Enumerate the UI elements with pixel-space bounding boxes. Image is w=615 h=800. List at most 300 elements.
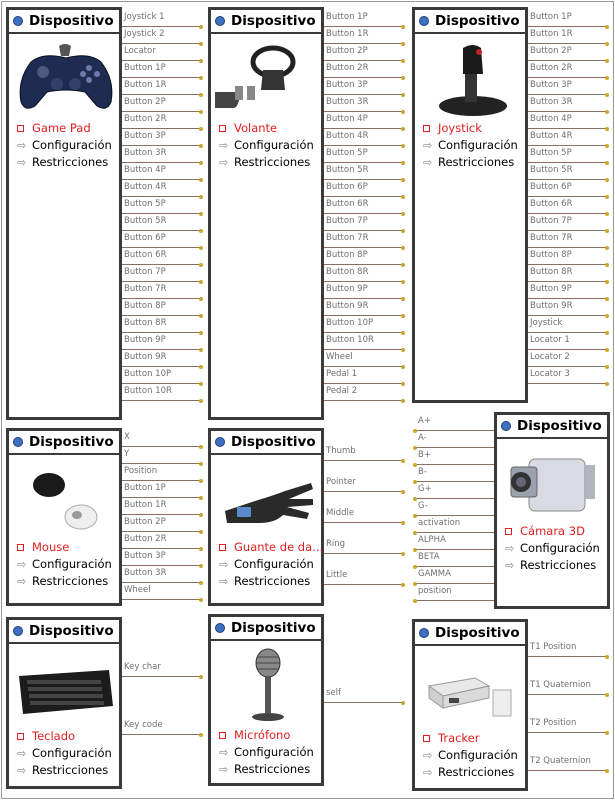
connector-pin-icon[interactable] <box>199 733 203 737</box>
port-connector[interactable] <box>528 316 607 333</box>
port-line <box>324 491 403 492</box>
port-label: B- <box>418 467 427 477</box>
port-connector[interactable] <box>324 214 403 231</box>
port-connector[interactable] <box>324 61 403 78</box>
port-line <box>324 702 403 703</box>
config-item[interactable] <box>17 745 112 762</box>
port-label: Button 6P <box>124 233 166 243</box>
device-name-label: Guante de da... <box>234 540 324 554</box>
port-label: Joystick 1 <box>124 12 165 22</box>
connector-pin-icon[interactable] <box>605 693 609 697</box>
port-label: Button 10R <box>326 335 374 345</box>
port-connector[interactable] <box>122 214 201 231</box>
status-dot <box>13 16 23 26</box>
device-name[interactable] <box>17 728 112 745</box>
connector-pin-icon[interactable] <box>199 399 203 403</box>
port-label: A+ <box>418 416 431 426</box>
arrow-right-icon: ⇨ <box>219 156 229 169</box>
device-menu <box>423 120 518 171</box>
port-label: Button 3P <box>326 80 368 90</box>
device-node-microphone[interactable] <box>208 614 324 786</box>
connector-pin-icon[interactable] <box>199 598 203 602</box>
restrictions-item[interactable] <box>219 573 323 590</box>
device-menu <box>17 539 112 590</box>
port-label: G- <box>418 501 428 511</box>
connector-pin-icon[interactable] <box>605 731 609 735</box>
port-label: Button 8R <box>530 267 573 277</box>
port-label: Button 8P <box>124 301 166 311</box>
restrictions-label: Restricciones <box>234 762 311 776</box>
keyboard-icon <box>13 656 119 726</box>
status-dot <box>215 437 225 447</box>
port-label: Button 5R <box>124 216 167 226</box>
port-connector[interactable] <box>528 231 607 248</box>
port-connector[interactable] <box>324 44 403 61</box>
port-connector[interactable] <box>122 515 201 532</box>
port-connector[interactable] <box>528 248 607 265</box>
port-label: Pedal 1 <box>326 369 358 379</box>
config-item[interactable] <box>17 556 112 573</box>
bullet-icon <box>219 125 226 132</box>
status-dot <box>13 437 23 447</box>
port-line <box>122 734 201 735</box>
port-connector[interactable] <box>324 568 403 585</box>
port-connector[interactable] <box>122 27 201 44</box>
port-line <box>528 383 607 384</box>
connector-pin-icon[interactable] <box>401 552 405 556</box>
port-connector[interactable] <box>122 146 201 163</box>
port-connector[interactable] <box>528 146 607 163</box>
config-item[interactable] <box>423 747 518 764</box>
port-connector[interactable] <box>122 583 201 600</box>
port-label: Locator 1 <box>530 335 570 345</box>
device-menu <box>17 120 112 171</box>
device-name[interactable] <box>423 730 518 747</box>
device-title: Dispositivo <box>231 620 316 636</box>
port-connector[interactable] <box>324 475 403 492</box>
restrictions-item[interactable] <box>423 764 518 781</box>
port-connector[interactable] <box>415 584 494 601</box>
restrictions-label: Restricciones <box>234 574 311 588</box>
port-connector[interactable] <box>122 61 201 78</box>
device-name[interactable] <box>219 120 314 137</box>
port-connector[interactable] <box>415 465 494 482</box>
bullet-icon <box>219 732 226 739</box>
port-connector[interactable] <box>528 754 607 771</box>
device-name[interactable] <box>17 539 112 556</box>
port-connector[interactable] <box>324 299 403 316</box>
restrictions-item[interactable] <box>17 154 112 171</box>
port-label: Button 8R <box>124 318 167 328</box>
port-connector[interactable] <box>528 78 607 95</box>
port-label: Key char <box>124 662 161 672</box>
port-label: Button 2R <box>530 63 573 73</box>
port-connector[interactable] <box>415 431 494 448</box>
device-menu <box>17 728 112 779</box>
port-connector[interactable] <box>324 444 403 461</box>
port-connector[interactable] <box>122 350 201 367</box>
port-connector[interactable] <box>528 367 607 384</box>
port-label: Pedal 2 <box>326 386 358 396</box>
port-connector[interactable] <box>122 299 201 316</box>
connector-pin-icon[interactable] <box>401 399 405 403</box>
port-label: Button 9P <box>124 335 166 345</box>
port-connector[interactable] <box>122 95 201 112</box>
port-label: BETA <box>418 552 440 562</box>
port-label: Joystick <box>530 318 563 328</box>
port-connector[interactable] <box>528 716 607 733</box>
port-connector[interactable] <box>324 112 403 129</box>
device-node-gamepad[interactable] <box>6 7 122 420</box>
port-connector[interactable] <box>415 482 494 499</box>
port-connector[interactable] <box>324 146 403 163</box>
port-connector[interactable] <box>528 27 607 44</box>
port-label: X <box>124 432 130 442</box>
port-label: Locator <box>124 46 156 56</box>
port-label: Button 3P <box>124 131 166 141</box>
port-connector[interactable] <box>122 718 201 735</box>
config-item[interactable] <box>423 137 518 154</box>
port-connector[interactable] <box>528 282 607 299</box>
port-label: Button 4P <box>124 165 166 175</box>
port-line <box>122 599 201 600</box>
status-dot <box>419 628 429 638</box>
port-label: Button 7R <box>124 284 167 294</box>
port-label: Button 2R <box>124 114 167 124</box>
config-label: Configuración <box>234 557 314 571</box>
port-label: Button 9R <box>530 301 573 311</box>
port-label: Button 2R <box>124 534 167 544</box>
port-label: Locator 2 <box>530 352 570 362</box>
port-label: activation <box>418 518 461 528</box>
port-connector[interactable] <box>122 112 201 129</box>
port-label: Button 3R <box>124 568 167 578</box>
port-connector[interactable] <box>324 95 403 112</box>
port-label: Button 4R <box>530 131 573 141</box>
port-connector[interactable] <box>324 506 403 523</box>
port-connector[interactable] <box>122 481 201 498</box>
device-name[interactable] <box>505 523 600 540</box>
port-connector[interactable] <box>122 44 201 61</box>
port-connector[interactable] <box>528 678 607 695</box>
port-label: Locator 3 <box>530 369 570 379</box>
arrow-right-icon: ⇨ <box>17 139 27 152</box>
port-label: Middle <box>326 508 355 518</box>
port-connector[interactable] <box>528 44 607 61</box>
port-label: Button 10P <box>326 318 374 328</box>
device-node-keyboard[interactable] <box>6 617 122 789</box>
port-connector[interactable] <box>324 537 403 554</box>
connector-pin-icon[interactable] <box>605 655 609 659</box>
restrictions-item[interactable] <box>423 154 518 171</box>
port-label: G+ <box>418 484 432 494</box>
port-connector[interactable] <box>415 414 494 431</box>
restrictions-item[interactable] <box>219 154 314 171</box>
port-connector[interactable] <box>324 248 403 265</box>
port-label: Button 7P <box>124 267 166 277</box>
port-connector[interactable] <box>324 350 403 367</box>
port-label: Button 1R <box>326 29 369 39</box>
restrictions-item[interactable] <box>17 762 112 779</box>
port-connector[interactable] <box>528 299 607 316</box>
port-connector[interactable] <box>528 129 607 146</box>
port-connector[interactable] <box>324 265 403 282</box>
port-label: Button 4R <box>124 182 167 192</box>
port-line <box>324 522 403 523</box>
port-connector[interactable] <box>528 265 607 282</box>
config-label: Configuración <box>438 138 518 152</box>
steering-wheel-icon <box>215 40 321 120</box>
port-label: Button 4R <box>326 131 369 141</box>
config-label: Configuración <box>234 138 314 152</box>
device-name[interactable] <box>423 120 518 137</box>
port-connector[interactable] <box>122 367 201 384</box>
connector-pin-icon[interactable] <box>401 490 405 494</box>
config-item[interactable] <box>505 540 600 557</box>
port-connector[interactable] <box>122 464 201 481</box>
port-label: Button 8P <box>530 250 572 260</box>
port-connector[interactable] <box>122 78 201 95</box>
arrow-right-icon: ⇨ <box>219 558 229 571</box>
arrow-right-icon: ⇨ <box>17 156 27 169</box>
connector-pin-icon[interactable] <box>413 599 417 603</box>
connector-pin-icon[interactable] <box>401 459 405 463</box>
device-node-steering-wheel[interactable] <box>208 7 324 420</box>
device-node-glove[interactable] <box>208 428 324 606</box>
port-label: Key code <box>124 720 163 730</box>
device-menu <box>219 120 314 171</box>
port-connector[interactable] <box>415 499 494 516</box>
port-label: Button 5R <box>326 165 369 175</box>
port-connector[interactable] <box>528 180 607 197</box>
device-name-label: Joystick <box>438 121 482 135</box>
port-connector[interactable] <box>324 282 403 299</box>
arrow-right-icon: ⇨ <box>17 764 27 777</box>
connector-pin-icon[interactable] <box>401 583 405 587</box>
port-connector[interactable] <box>528 197 607 214</box>
port-connector[interactable] <box>324 27 403 44</box>
config-item[interactable] <box>219 556 323 573</box>
port-label: Little <box>326 570 348 580</box>
port-connector[interactable] <box>122 447 201 464</box>
port-label: Button 9P <box>326 284 368 294</box>
port-label: T2 Position <box>530 718 577 728</box>
port-label: Button 1P <box>124 63 166 73</box>
port-connector[interactable] <box>528 214 607 231</box>
device-name-label: Game Pad <box>32 121 91 135</box>
port-line <box>122 400 201 401</box>
port-connector[interactable] <box>528 112 607 129</box>
device-name-label: Teclado <box>32 729 76 743</box>
port-connector[interactable] <box>528 350 607 367</box>
port-label: Button 2P <box>326 46 368 56</box>
device-name[interactable] <box>219 727 314 744</box>
device-header <box>9 10 119 34</box>
port-connector[interactable] <box>324 316 403 333</box>
arrow-right-icon: ⇨ <box>423 766 433 779</box>
port-connector[interactable] <box>122 660 201 677</box>
config-item[interactable] <box>219 744 314 761</box>
config-item[interactable] <box>219 137 314 154</box>
port-connector[interactable] <box>122 498 201 515</box>
device-name[interactable] <box>219 539 323 556</box>
port-connector[interactable] <box>528 95 607 112</box>
config-label: Configuración <box>32 138 112 152</box>
glove-icon <box>215 461 321 537</box>
device-node-camera[interactable] <box>494 412 610 609</box>
port-label: Button 8R <box>326 267 369 277</box>
port-label: Button 3R <box>326 97 369 107</box>
port-connector[interactable] <box>122 384 201 401</box>
device-header <box>211 10 321 34</box>
port-label: Button 3R <box>124 148 167 158</box>
device-header <box>211 617 321 641</box>
device-node-mouse[interactable] <box>6 428 122 606</box>
port-connector[interactable] <box>122 265 201 282</box>
port-label: GAMMA <box>418 569 451 579</box>
bullet-icon <box>17 733 24 740</box>
restrictions-label: Restricciones <box>32 574 109 588</box>
connector-pin-icon[interactable] <box>401 521 405 525</box>
arrow-right-icon: ⇨ <box>17 575 27 588</box>
tracker-icon <box>419 656 525 730</box>
port-connector[interactable] <box>324 10 403 27</box>
port-line <box>324 553 403 554</box>
port-connector[interactable] <box>324 197 403 214</box>
port-label: Y <box>124 449 130 459</box>
port-connector[interactable] <box>324 686 403 703</box>
port-connector[interactable] <box>122 231 201 248</box>
port-label: Button 1P <box>124 483 166 493</box>
port-connector[interactable] <box>122 282 201 299</box>
device-title: Dispositivo <box>517 418 602 434</box>
microphone-icon <box>215 645 321 725</box>
port-connector[interactable] <box>122 430 201 447</box>
port-connector[interactable] <box>324 384 403 401</box>
device-node-joystick[interactable] <box>412 7 528 403</box>
port-connector[interactable] <box>324 367 403 384</box>
arrow-right-icon: ⇨ <box>505 542 515 555</box>
config-label: Configuración <box>438 748 518 762</box>
port-connector[interactable] <box>122 333 201 350</box>
port-connector[interactable] <box>122 163 201 180</box>
port-label: ALPHA <box>418 535 446 545</box>
port-connector[interactable] <box>324 231 403 248</box>
port-connector[interactable] <box>528 163 607 180</box>
port-connector[interactable] <box>324 129 403 146</box>
restrictions-label: Restricciones <box>438 765 515 779</box>
port-label: Button 10P <box>124 369 172 379</box>
port-connector[interactable] <box>415 516 494 533</box>
restrictions-item[interactable] <box>219 761 314 778</box>
device-name-label: Tracker <box>438 731 480 745</box>
port-connector[interactable] <box>415 567 494 584</box>
mouse-icon <box>13 459 119 539</box>
restrictions-label: Restricciones <box>234 155 311 169</box>
bullet-icon <box>423 735 430 742</box>
port-connector[interactable] <box>528 333 607 350</box>
port-connector[interactable] <box>122 549 201 566</box>
arrow-right-icon: ⇨ <box>423 139 433 152</box>
port-connector[interactable] <box>122 248 201 265</box>
port-connector[interactable] <box>528 61 607 78</box>
restrictions-item[interactable] <box>17 573 112 590</box>
config-label: Configuración <box>32 746 112 760</box>
port-label: Button 2R <box>326 63 369 73</box>
port-label: T1 Position <box>530 642 577 652</box>
status-dot <box>501 421 511 431</box>
config-label: Configuración <box>234 745 314 759</box>
connector-pin-icon[interactable] <box>401 701 405 705</box>
port-label: Button 10R <box>124 386 172 396</box>
status-dot <box>419 16 429 26</box>
port-label: Button 2P <box>124 97 166 107</box>
device-menu <box>505 523 600 574</box>
config-item[interactable] <box>17 137 112 154</box>
port-label: self <box>326 688 342 698</box>
port-connector[interactable] <box>528 640 607 657</box>
connector-pin-icon[interactable] <box>605 769 609 773</box>
connector-pin-icon[interactable] <box>605 382 609 386</box>
port-label: Button 8P <box>326 250 368 260</box>
port-connector[interactable] <box>324 180 403 197</box>
port-connector[interactable] <box>415 448 494 465</box>
port-line <box>324 460 403 461</box>
port-label: A- <box>418 433 427 443</box>
connector-pin-icon[interactable] <box>199 675 203 679</box>
device-name-label: Micrófono <box>234 728 291 742</box>
port-label: Button 6P <box>326 182 368 192</box>
port-connector[interactable] <box>122 197 201 214</box>
arrow-right-icon: ⇨ <box>17 747 27 760</box>
port-connector[interactable] <box>528 10 607 27</box>
arrow-right-icon: ⇨ <box>17 558 27 571</box>
port-label: Button 1R <box>124 80 167 90</box>
port-label: Button 9R <box>326 301 369 311</box>
port-label: Joystick 2 <box>124 29 165 39</box>
bullet-icon <box>423 125 430 132</box>
status-dot <box>215 16 225 26</box>
port-connector[interactable] <box>415 550 494 567</box>
port-label: Button 3R <box>530 97 573 107</box>
port-connector[interactable] <box>122 566 201 583</box>
port-connector[interactable] <box>122 532 201 549</box>
device-node-tracker[interactable] <box>412 619 528 791</box>
port-label: Wheel <box>124 585 151 595</box>
status-dot <box>13 626 23 636</box>
port-label: Button 5P <box>326 148 368 158</box>
port-connector[interactable] <box>324 163 403 180</box>
bullet-icon <box>17 544 24 551</box>
port-connector[interactable] <box>324 333 403 350</box>
device-menu <box>423 730 518 781</box>
restrictions-item[interactable] <box>505 557 600 574</box>
port-connector[interactable] <box>324 78 403 95</box>
arrow-right-icon: ⇨ <box>219 575 229 588</box>
arrow-right-icon: ⇨ <box>219 763 229 776</box>
bullet-icon <box>17 125 24 132</box>
port-label: Button 7P <box>530 216 572 226</box>
device-name-label: Volante <box>234 121 278 135</box>
port-connector[interactable] <box>122 10 201 27</box>
port-connector[interactable] <box>122 316 201 333</box>
port-label: Button 6P <box>530 182 572 192</box>
restrictions-label: Restricciones <box>520 558 597 572</box>
device-name[interactable] <box>17 120 112 137</box>
port-connector[interactable] <box>415 533 494 550</box>
port-connector[interactable] <box>122 180 201 197</box>
port-connector[interactable] <box>122 129 201 146</box>
